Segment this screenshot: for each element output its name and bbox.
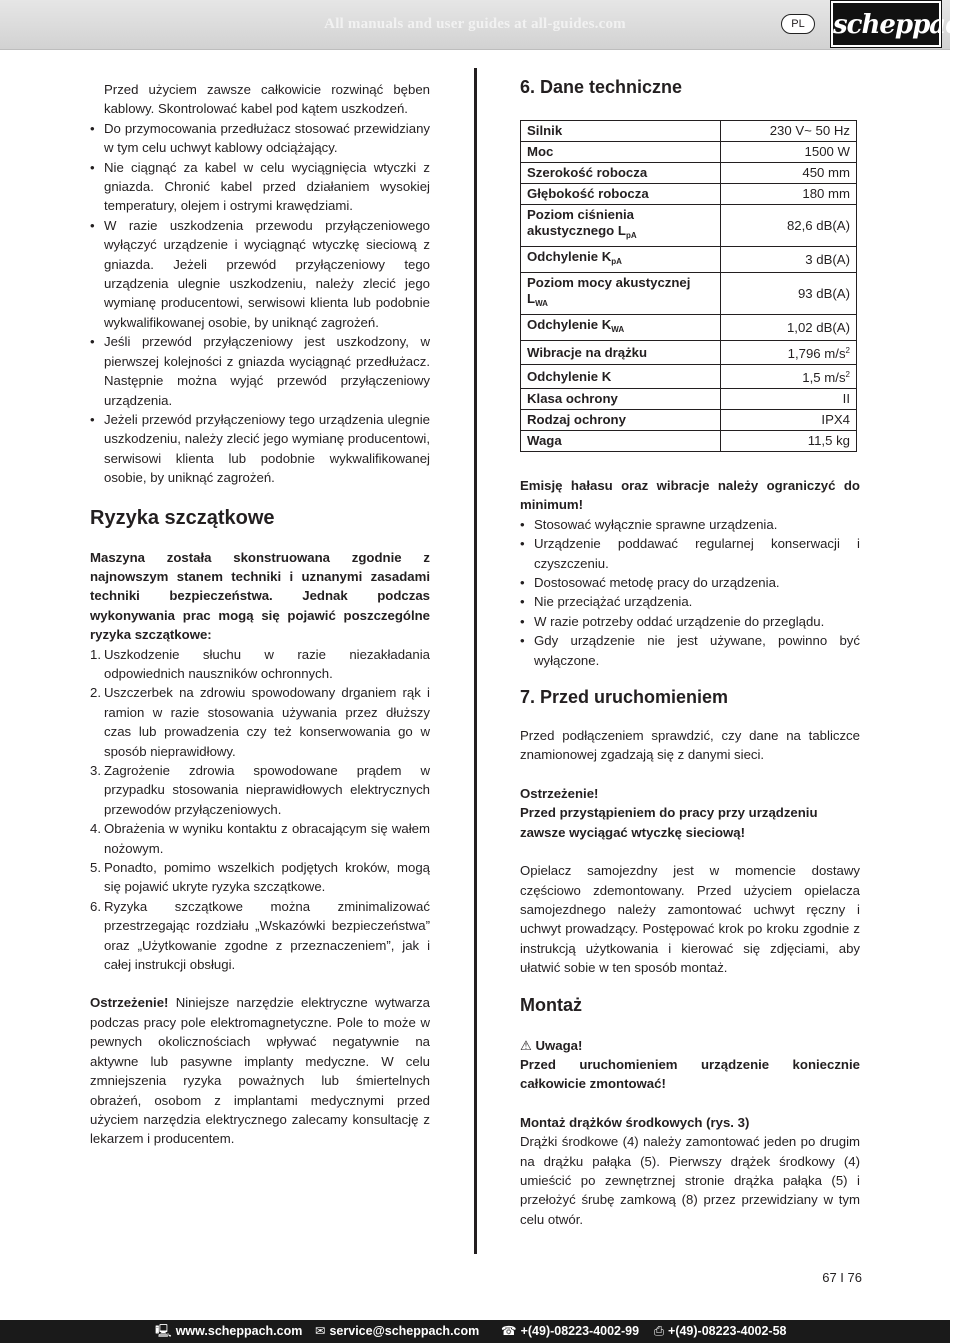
list-item: • Stosować wyłącznie sprawne urządzenia. (520, 515, 860, 534)
rods-heading: Montaż drążków środkowych (rys. 3) (520, 1114, 750, 1130)
list-item: • Jeżeli przewód przyłączeniowy tego urządzenia ulegnie uszkodzeniu, należy zlecić jego wymianę producentowi, serwisowi klienta lub podobnie wykwalifikowanej osobie, by uniknąć zagrożeń. (90, 410, 430, 488)
list-item: 3. Zagrożenie zdrowia spowodowane prądem w przypadku stosowania nieprawidłowych elektrycznych przewodów przyłączeniowych. (90, 763, 430, 817)
table-row: Waga 11,5 kg (521, 431, 857, 452)
risks-heading: Ryzyka szczątkowe (90, 506, 275, 529)
table-row: Głębokość robocza 180 mm (521, 184, 857, 205)
cable-bullets (90, 119, 430, 488)
left-column (90, 80, 430, 1149)
table-row: Odchylenie K 1,5 $m/s^2$ (521, 365, 857, 389)
spec-table (520, 120, 857, 452)
table-row: Klasa ochrony II (521, 389, 857, 410)
table-row: Rodzaj ochrony IPX4 (521, 410, 857, 431)
table-row: Wibracje na drążku 1,796 $m/s^2$ (521, 341, 857, 365)
warning-label: Ostrzeżenie! (520, 785, 599, 801)
list-item: • W razie potrzeby oddać urządzenie do przeglądu. (520, 612, 860, 631)
footer-fax: ⎙ +(49)-08223-4002-58 (654, 1324, 787, 1338)
column-divider (474, 68, 477, 1254)
rods-text: Drążki środkowe (4) należy zamontować jeden po drugim na drążku pałąka (5). Pierwszy drążek środkowy (4) umieścić po zewnętrznej stronie drążka pałąka (5) i przełożyć śrubę zamkową (8) przez przewidziany w tym celu otwór. (520, 1134, 860, 1227)
table-row: Silnik 230 V~ 50 Hz (521, 121, 857, 142)
list-item: • W razie uszkodzenia przewodu przyłączeniowego wyłączyć urządzenie i wyciągnąć wtyczkę sieciową z gniazda. Jeżeli przewód przyłączeniowy tego urządzenia ulegnie uszkodzeniu, należy zlecić jego wymianę producentowi, serwisowi klienta lub podobnie wykwalifikowanej osobie, by uniknąć zagrożeń. (90, 216, 430, 332)
cable-intro: Przed użyciem zawsze całkowicie rozwinąć bęben kablowy. Skontrolować kabel pod kątem uszkodzeń. (104, 82, 430, 117)
list-item: • Do przymocowania przedłużacz stosować przewidziany w tym celu uchwyt kablowy odciążający. (90, 119, 430, 158)
page-footer (0, 1320, 950, 1343)
emf-warning (90, 993, 430, 1148)
right-column (520, 76, 860, 1229)
delivery-text: Opielacz samojezdny jest w momencie dostawy częściowo zdemontowany. Przed użyciem opielacza samojezdnego należy zamontować uchwyt ręczny i uchwyt prowadzący. Postępować krok po kroku zgodnie z instrukcją użytkowania i kierować się zdjęciami, aby ułatwić sobie w ten sposób montaż. (520, 863, 860, 976)
attention-text: Przed uruchomieniem urządzenie koniecznie całkowicie zmontować! (520, 1056, 860, 1092)
warning-triangle-icon: ⚠ (520, 1037, 532, 1053)
table-row: Szerokość robocza 450 mm (521, 163, 857, 184)
list-item: 2. Uszczerbek na zdrowiu spowodowany drganiem rąk i ramion w razie stosowania używania przez dłuższy czas lub prowadzenia czy też konserwowania go w sposób nieprawidłowy. (90, 685, 430, 759)
mail-icon: ✉ (315, 1324, 326, 1338)
table-row: Odchylenie $K_{pA}$ 3 dB(A) (521, 247, 857, 273)
list-item: • Gdy urządzenie nie jest używane, powinno być wyłączone. (520, 631, 860, 670)
tech-data-heading: 6. Dane techniczne (520, 77, 683, 97)
attention-label: ⚠ Uwaga! (520, 1037, 583, 1053)
language-badge: PL (781, 14, 815, 34)
list-item: • Nie ciągnąć za kabel w celu wyciągnięcia wtyczki z gniazda. Chronić kabel przed działaniem wysokiej temperatury, olejem i ostrymi krawędziami. (90, 158, 430, 216)
warning-text: Niniejsze narzędzie elektryczne wytwarza podczas pracy pole elektromagnetyczne. Pole to może w pewnych okolicznościach wpływać negatywnie na aktywne lub pasywne implanty medyczne. W celu zmniejszenia ryzyka poważnych lub śmiertelnych obrażeń, osobom z implantami medycznymi przed użyciem narzędzia elektrycznego zalecamy konsultację z lekarzem i producentem. (90, 995, 430, 1147)
fax-icon: ⎙ (654, 1324, 665, 1338)
footer-phone: ☎ +(49)-08223-4002-99 (501, 1324, 640, 1338)
warning-label: Ostrzeżenie! (90, 995, 169, 1011)
risks-intro: Maszyna została skonstruowana zgodnie z najnowszym stanem techniki i uznanymi zasadami techniki bezpieczeństwa. Jednak podczas wykonywania prac mogą się pojawić poszczególne ryzyka szczątkowe: (90, 549, 430, 643)
risks-list (90, 645, 430, 975)
list-item: • Jeśli przewód przyłączeniowy jest uszkodzony, w pierwszej kolejności z gniazda wyciągnąć przedłużacz. Następnie można wyjąć przewód przyłączeniowy urządzenia. (90, 332, 430, 410)
warning-text: Przed przystąpieniem do pracy przy urządzeniu zawsze wyciągać wtyczkę sieciową! (520, 805, 818, 840)
table-row: Moc 1500 W (521, 142, 857, 163)
list-item: 1. Uszkodzenie słuchu w razie niezakładania odpowiednich nauszników ochronnych. (90, 646, 430, 681)
before-start-heading: 7. Przed uruchomieniem (520, 687, 729, 708)
list-item: 6. Ryzyka szczątkowe można zminimalizować przestrzegając rozdziału „Wskazówki bezpieczeństwa” oraz „Użytkowanie zgodne z przeznaczeniem”, jak i całej instrukcji obsługi. (90, 898, 430, 973)
brand-logo: scheppach (831, 1, 941, 47)
page-header (0, 0, 978, 50)
emission-bullets (520, 515, 860, 670)
page-number: 67 I 76 (822, 1270, 862, 1285)
emission-heading: Emisję hałasu oraz wibracje należy ograniczyć do minimum! (520, 478, 860, 513)
list-item: 4. Obrażenia w wyniku kontaktu z obracającym się wałem nożowym. (90, 821, 430, 856)
list-item: • Dostosować metodę pracy do urządzenia. (520, 573, 860, 592)
computer-icon: 🖳 (155, 1324, 172, 1338)
table-row: Poziom ciśnienia akustycznego $L_{pA}$ 82,6 dB(A) (521, 205, 857, 247)
watermark: All manuals and user guides at all-guides.com (324, 16, 626, 32)
list-item: 5. Ponadto, pomimo wszelkich podjętych kroków, mogą się pojawić ukryte ryzyka szczątkowe. (90, 860, 430, 895)
list-item: • Nie przeciążać urządzenia. (520, 592, 860, 611)
before-start-text: Przed podłączeniem sprawdzić, czy dane na tabliczce znamionowej zgadzają się z danymi sieci. (520, 728, 860, 763)
footer-web[interactable]: 🖳 www.scheppach.com (155, 1324, 303, 1338)
table-row: Odchylenie $K_{WA}$ 1,02 dB(A) (521, 315, 857, 341)
assembly-heading: Montaż (520, 994, 582, 1015)
table-row: Poziom mocy akustycznej $L_{WA}$ 93 dB(A) (521, 273, 857, 315)
list-item: • Urządzenie poddawać regularnej konserwacji i czyszczeniu. (520, 534, 860, 573)
phone-icon: ☎ (501, 1324, 517, 1338)
footer-email[interactable]: ✉ service@scheppach.com (315, 1324, 480, 1338)
